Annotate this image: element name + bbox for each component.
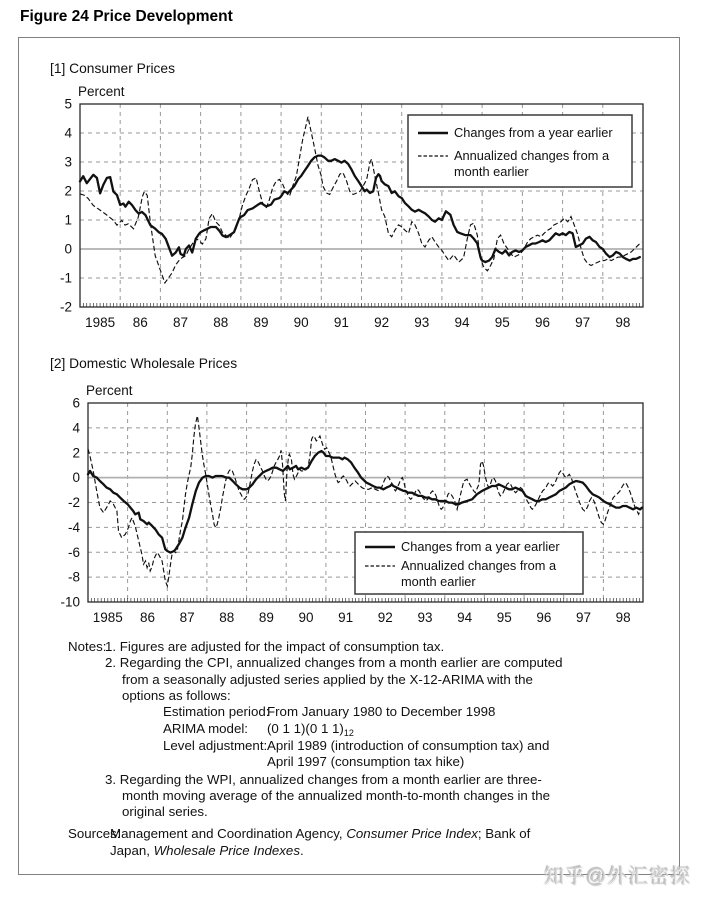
notes-text: Notes: (68, 639, 107, 654)
notes-text: options as follows: (122, 688, 231, 703)
figure-title: Figure 24 Price Development (20, 8, 233, 25)
legend-label-annualized-2: month earlier (454, 164, 529, 179)
x-tick-label: 93 (414, 315, 430, 330)
notes-text: ; Bank of (477, 826, 531, 841)
x-tick-label: 90 (298, 610, 314, 625)
legend-label-yoy: Changes from a year earlier (401, 539, 560, 554)
notes-line (68, 826, 530, 841)
x-tick-label: 1985 (85, 315, 116, 330)
notes-line (122, 788, 550, 803)
y-axis-unit-label: Percent (78, 84, 125, 99)
x-tick-label: 97 (575, 610, 592, 625)
notes-line (163, 704, 495, 719)
x-tick-label: 1985 (92, 610, 123, 625)
y-tick-label: 1 (64, 212, 72, 228)
x-tick-label: 95 (496, 610, 512, 625)
notes-text: Estimation period: (163, 704, 270, 719)
notes-text: 1. Figures are adjusted for the impact of consumption tax. (105, 639, 445, 654)
y-tick-label: 5 (64, 96, 72, 112)
x-tick-label: 97 (575, 315, 591, 330)
notes-line (122, 688, 231, 703)
legend-label-yoy: Changes from a year earlier (454, 125, 613, 140)
x-tick-label: 98 (615, 610, 631, 625)
x-tick-label: 94 (454, 315, 470, 330)
notes-line (163, 738, 549, 753)
x-tick-label: 89 (253, 315, 269, 330)
y-tick-label: -2 (59, 299, 72, 315)
x-tick-label: 90 (293, 315, 309, 330)
legend-label-annualized: Annualized changes from a (454, 148, 610, 163)
x-tick-label: 88 (219, 610, 235, 625)
y-tick-label: -2 (67, 495, 80, 510)
notes-line (105, 655, 563, 670)
notes-text: April 1989 (introduction of consumption tax) and (267, 738, 550, 753)
x-tick-label: 91 (333, 315, 349, 330)
y-tick-label: 4 (64, 125, 72, 141)
y-tick-label: -8 (67, 569, 80, 585)
x-tick-label: 93 (417, 610, 433, 625)
x-tick-label: 94 (457, 610, 473, 625)
y-tick-label: 0 (64, 241, 72, 257)
notes-text: from a seasonally adjusted series applied by the X-12-ARIMA with the (122, 672, 533, 687)
notes-text: original series. (122, 804, 208, 819)
y-tick-label: -6 (67, 544, 80, 560)
y-tick-label: -1 (59, 270, 72, 286)
y-tick-label: -4 (67, 519, 80, 535)
chart-title: [2] Domestic Wholesale Prices (50, 356, 238, 371)
legend-label-annualized: Annualized changes from a (401, 558, 557, 573)
x-tick-label: 86 (132, 315, 148, 330)
notes-text: . (299, 843, 304, 858)
notes-text: Wholesale Price Indexes (153, 843, 300, 858)
notes-line (122, 804, 208, 819)
x-tick-label: 86 (139, 610, 156, 625)
x-tick-label: 95 (494, 315, 510, 330)
notes-text: Level adjustment: (163, 738, 268, 753)
x-tick-label: 98 (615, 315, 631, 330)
y-tick-label: 0 (72, 470, 80, 486)
chart-1 (50, 61, 643, 330)
notes-text: (0 1 1)(0 1 1) (267, 721, 344, 736)
notes-line (267, 754, 464, 769)
x-tick-label: 92 (377, 610, 393, 625)
notes-text: 3. Regarding the WPI, annualized changes from a month earlier are three- (105, 772, 542, 787)
notes-text: April 1997 (consumption tax hike) (267, 754, 465, 769)
x-tick-label: 96 (536, 610, 552, 625)
notes-text: 2. Regarding the CPI, annualized changes from a month earlier are computed (105, 655, 563, 670)
x-tick-label: 89 (258, 610, 274, 625)
notes-line (105, 772, 542, 787)
notes-text: Japan, (110, 843, 154, 858)
y-axis-unit-label: Percent (86, 383, 133, 398)
notes-text: Management and Coordination Agency, (110, 826, 347, 841)
notes-text: Sources: (68, 826, 121, 841)
legend-label-annualized-2: month earlier (401, 574, 476, 589)
x-tick-label: 87 (172, 315, 189, 330)
notes-text: month moving average of the annualized month-to-month changes in the (122, 788, 550, 803)
y-tick-label: -10 (60, 594, 80, 610)
y-tick-label: 3 (64, 154, 72, 170)
notes-text: 12 (343, 728, 354, 738)
chart-title: [1] Consumer Prices (50, 61, 175, 76)
x-tick-label: 91 (338, 610, 354, 625)
y-tick-label: 6 (72, 395, 80, 411)
x-tick-label: 87 (179, 610, 195, 625)
notes-line (68, 639, 444, 654)
y-tick-label: 2 (72, 445, 80, 461)
notes-line (122, 672, 533, 687)
notes-text: Consumer Price Index (346, 826, 478, 841)
chart-2 (50, 356, 643, 625)
notes-line (110, 843, 304, 858)
x-tick-label: 88 (213, 315, 229, 330)
y-tick-label: 4 (72, 420, 80, 436)
watermark: 知乎@外汇密探 (544, 866, 692, 888)
y-tick-label: 2 (64, 183, 72, 199)
notes-text: From January 1980 to December 1998 (267, 704, 496, 719)
notes-text: ARIMA model: (163, 721, 248, 736)
x-tick-label: 92 (374, 315, 390, 330)
x-tick-label: 96 (534, 315, 551, 330)
